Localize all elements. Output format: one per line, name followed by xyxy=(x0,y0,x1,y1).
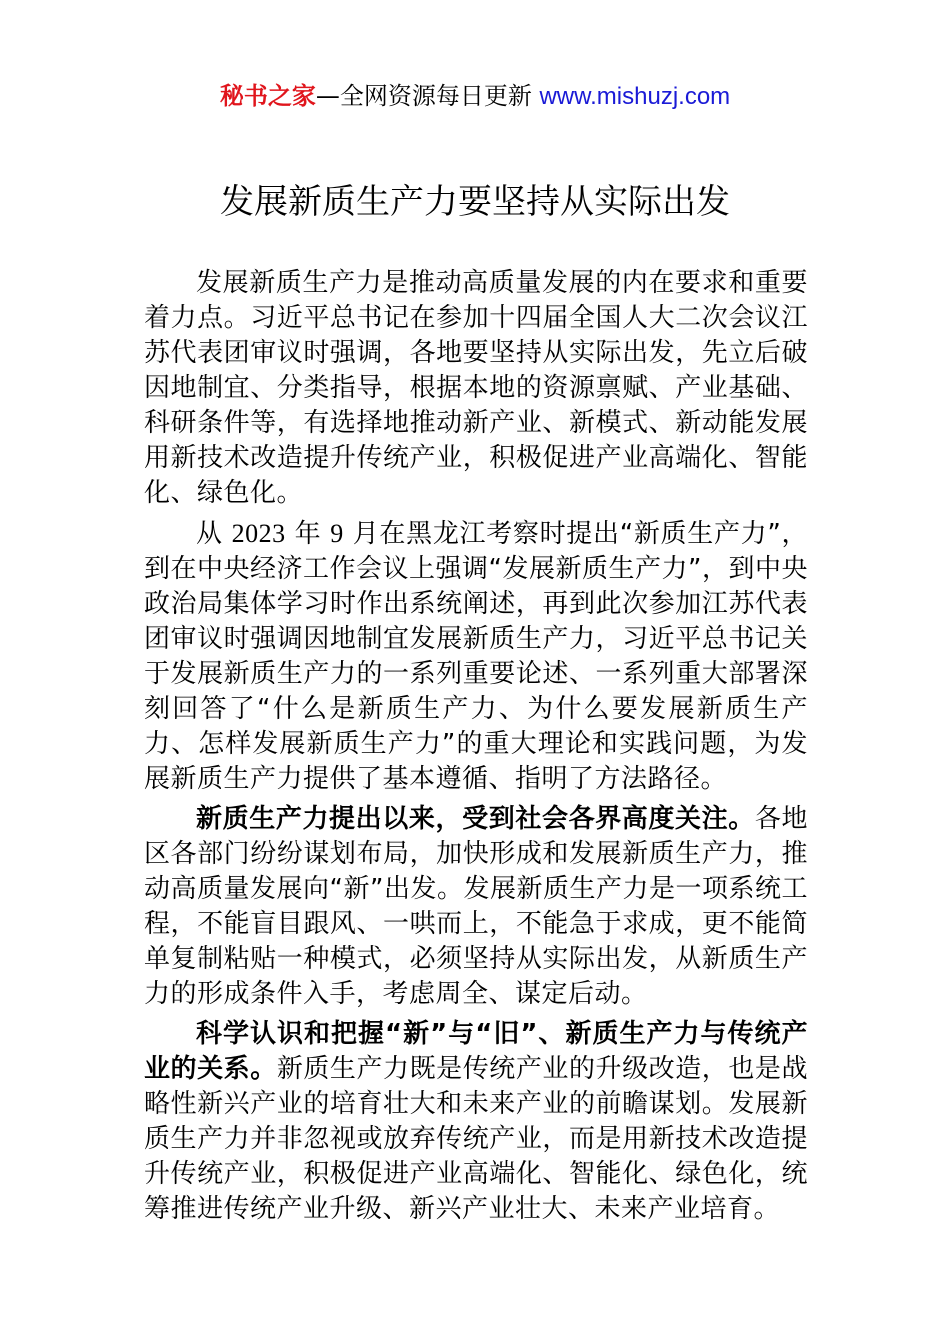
paragraph-3 xyxy=(144,802,808,1012)
paragraph-lead-bold: 科学认识和把握“新”与“旧”、新质生产力与传统产业的关系。 xyxy=(144,1019,808,1084)
year-number: 2023 xyxy=(231,519,286,548)
month-number: 9 xyxy=(330,519,344,548)
paragraph-4 xyxy=(144,1017,808,1227)
site-url-link[interactable]: www.mishuzj.com xyxy=(539,83,731,110)
site-name: 秘书之家 xyxy=(219,82,316,110)
site-tagline: —全网资源每日更新 xyxy=(315,82,540,110)
paragraph-text: 月在黑龙江考察时提出“新质生产力”，到在中央经济工作会议上强调“发展新质生产力”，到中央政治局集体学习时作出系统阐述，再到此次参加江苏代表团审议时强调因地制宜发展新质生产力，习近平总书记关于发展新质生产力的一系列重要论述、一系列重大部署深刻回答了“什么是新质生产力、为什么要发展新质生产力、怎样发展新质生产力”的重大理论和实践问题，为发展新质生产力提供了基本遵循、指明了方法路径。 xyxy=(144,519,808,794)
document-title: 发展新质生产力要坚持从实际出发 xyxy=(220,182,730,222)
paragraph-text: 发展新质生产力是推动高质量发展的内在要求和重要着力点。习近平总书记在参加十四届全国人大二次会议江苏代表团审议时强调，各地要坚持从实际出发，先立后破因地制宜、分类指导，根据本地的资源禀赋、产业基础、科研条件等，有选择地推动新产业、新模式、新动能发展用新技术改造提升传统产业，积极促进产业高端化、智能化、绿色化。 xyxy=(144,268,808,508)
paragraph-text-mid: 年 xyxy=(285,519,331,549)
site-header xyxy=(0,80,950,113)
paragraph-text: 各地区各部门纷纷谋划布局，加快形成和发展新质生产力，推动高质量发展向“新”出发。发展新质生产力是一项系统工程，不能盲目跟风、一哄而上，不能急于求成，更不能简单复制粘贴一种模式，必须坚持从实际出发，从新质生产力的形成条件入手，考虑周全、谋定后动。 xyxy=(144,804,808,1009)
paragraph-lead-bold: 新质生产力提出以来，受到社会各界高度关注。 xyxy=(196,804,755,834)
document-body xyxy=(144,266,808,1227)
paragraph-2 xyxy=(144,516,808,797)
paragraph-text-pre: 从 xyxy=(196,519,232,549)
paragraph-1 xyxy=(144,266,808,511)
paragraph-text: 新质生产力既是传统产业的升级改造，也是战略性新兴产业的培育壮大和未来产业的前瞻谋划。发展新质生产力并非忽视或放弃传统产业，而是用新技术改造提升传统产业，积极促进产业高端化、智能化、绿色化，统筹推进传统产业升级、新兴产业壮大、未来产业培育。 xyxy=(144,1054,808,1224)
